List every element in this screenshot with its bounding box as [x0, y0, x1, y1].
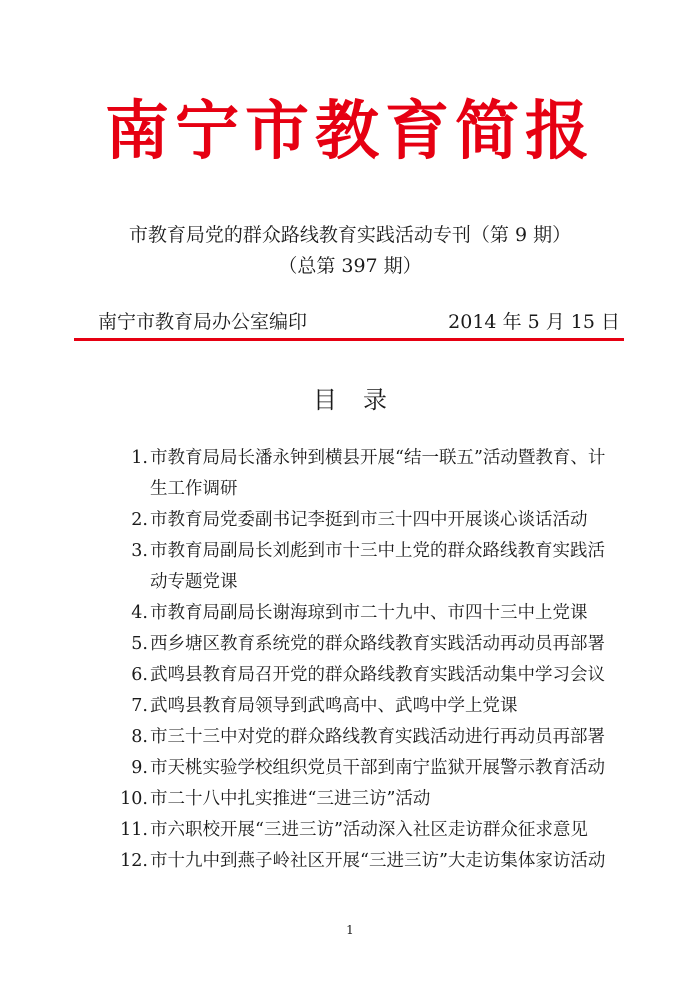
toc-item[interactable] [118, 505, 618, 536]
toc-item-text: 西乡塘区教育系统党的群众路线教育实践活动再动员再部署 [150, 634, 605, 654]
issue-subtitle: 市教育局党的群众路线教育实践活动专刊（第 9 期） [128, 224, 572, 246]
toc-item-text: 市天桃实验学校组织党员干部到南宁监狱开展警示教育活动 [150, 758, 605, 778]
toc-item[interactable] [118, 536, 618, 598]
toc-item[interactable] [118, 753, 618, 784]
toc-item-text: 市教育局副局长刘彪到市十三中上党的群众路线教育实践活动专题党课 [150, 541, 605, 592]
toc-item-text: 市教育局副局长谢海琼到市二十九中、市四十三中上党课 [150, 603, 588, 623]
toc-item[interactable] [118, 443, 618, 505]
toc-item-text: 市三十三中对党的群众路线教育实践活动进行再动员再部署 [150, 727, 605, 747]
table-of-contents [118, 443, 618, 877]
toc-item[interactable] [118, 784, 618, 815]
toc-item-text: 市教育局党委副书记李挺到市三十四中开展谈心谈话活动 [150, 510, 588, 530]
masthead-title: 南宁市教育简报 [105, 94, 595, 169]
toc-item[interactable] [118, 598, 618, 629]
editor-office: 南宁市教育局办公室编印 [98, 311, 308, 333]
toc-item-number: 2. [131, 510, 148, 530]
toc-item[interactable] [118, 629, 618, 660]
issue-total-number: （总第 397 期） [278, 255, 422, 277]
toc-heading [0, 388, 700, 412]
toc-item-number: 11. [120, 820, 148, 840]
toc-item-text: 市十九中到燕子岭社区开展“三进三访”大走访集体家访活动 [150, 851, 606, 871]
toc-item[interactable] [118, 691, 618, 722]
toc-item[interactable] [118, 846, 618, 877]
toc-item-number: 9. [131, 758, 148, 778]
toc-item-number: 12. [120, 851, 148, 871]
toc-item-number: 7. [131, 696, 148, 716]
red-divider [74, 338, 624, 341]
toc-item-text: 市教育局局长潘永钟到横县开展“结一联五”活动暨教育、计生工作调研 [150, 448, 606, 499]
toc-item-text: 武鸣县教育局领导到武鸣高中、武鸣中学上党课 [150, 696, 518, 716]
toc-item[interactable] [118, 815, 618, 846]
toc-item-number: 4. [131, 603, 148, 623]
toc-item[interactable] [118, 722, 618, 753]
toc-item-text: 武鸣县教育局召开党的群众路线教育实践活动集中学习会议 [150, 665, 605, 685]
toc-heading-char-1: 目 [313, 386, 337, 414]
toc-item-number: 3. [131, 541, 148, 561]
page-number: 1 [346, 923, 354, 937]
toc-heading-char-2: 录 [363, 386, 387, 414]
toc-item-number: 5. [131, 634, 148, 654]
toc-item-text: 市六职校开展“三进三访”活动深入社区走访群众征求意见 [150, 820, 588, 840]
toc-item[interactable] [118, 660, 618, 691]
toc-item-number: 1. [131, 448, 148, 468]
publish-date: 2014 年 5 月 15 日 [448, 311, 620, 333]
toc-item-number: 10. [120, 789, 148, 809]
toc-item-number: 6. [131, 665, 148, 685]
toc-item-text: 市二十八中扎实推进“三进三访”活动 [150, 789, 431, 809]
toc-item-number: 8. [131, 727, 148, 747]
